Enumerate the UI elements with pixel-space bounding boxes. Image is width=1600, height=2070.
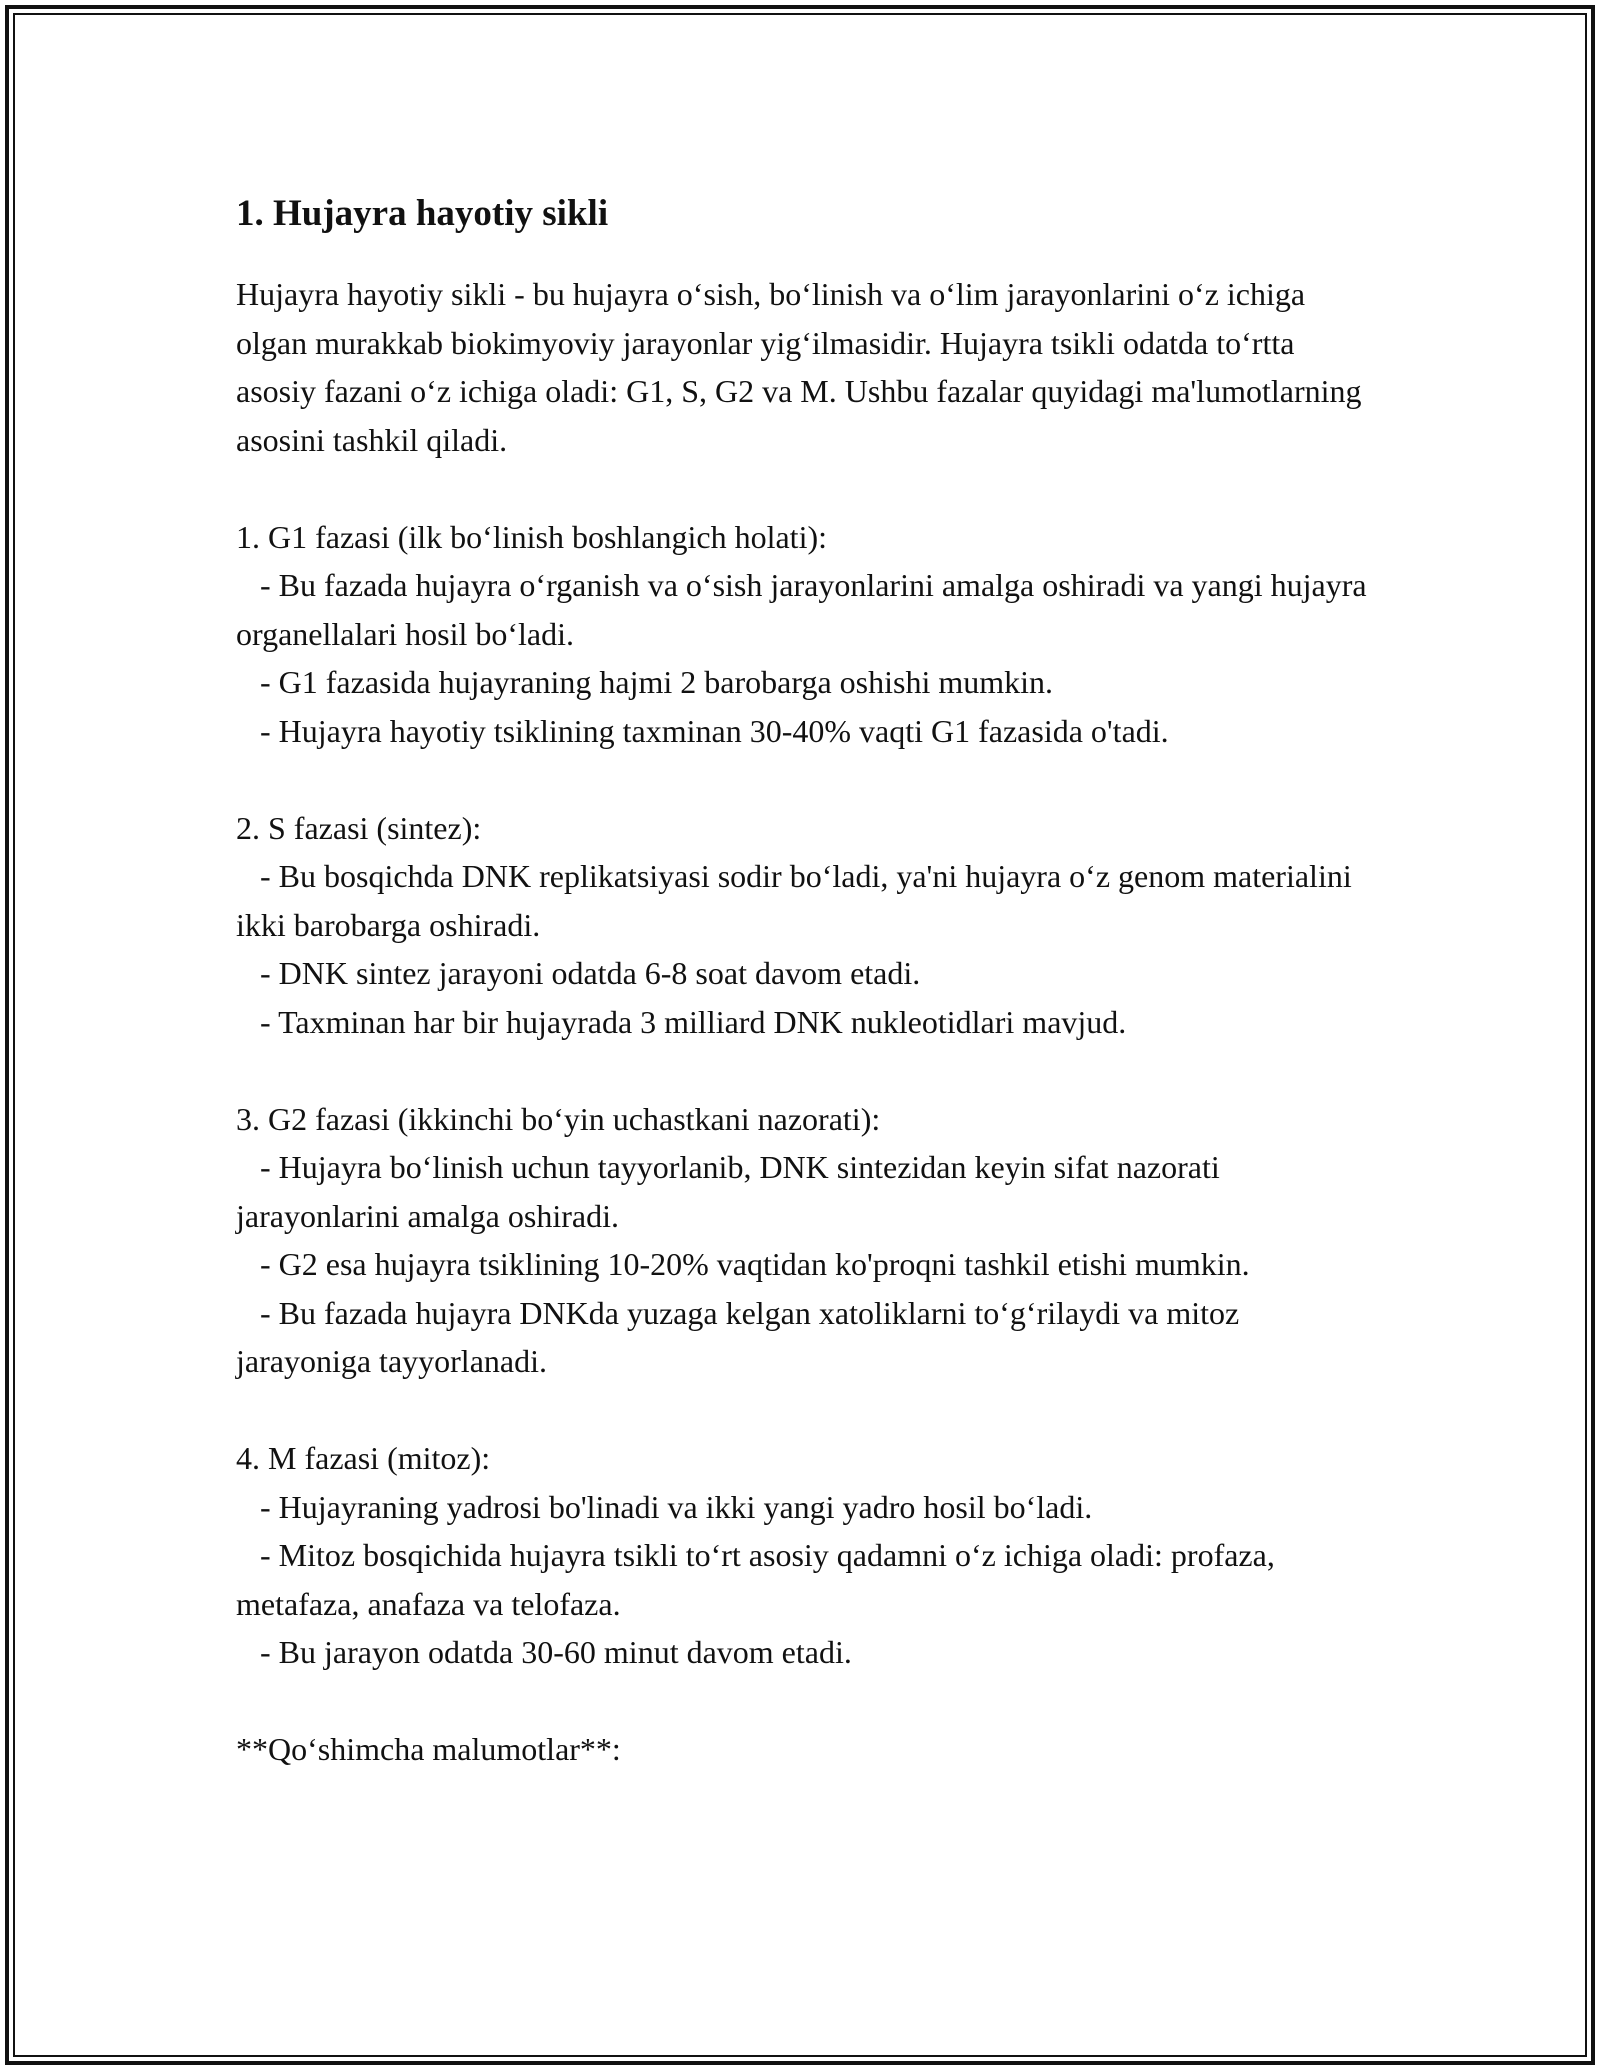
intro-paragraph: Hujayra hayotiy sikli - bu hujayra o‘sish, bo‘linish va o‘lim jarayonlarini o‘z ichiga olgan murakkab biokimyoviy jarayonlar yig‘ilmasidir. Hujayra tsikli odatda to‘rtta asosiy fazani o‘z ichiga oladi: G1, S, G2 va M. Ushbu fazalar quyidagi ma'lumotlarning asosini tashkil qiladi. xyxy=(236,276,1370,458)
section-g2 xyxy=(236,1095,1376,1386)
spacer xyxy=(236,755,1376,804)
list-item: - Taxminan har bir hujayrada 3 milliard DNK nukleotidlari mavjud. xyxy=(236,1003,1127,1040)
spacer xyxy=(236,1386,1376,1435)
section-heading: 2. S fazasi (sintez): xyxy=(236,809,482,846)
list-item: - G1 fazasida hujayraning hajmi 2 barobarga oshishi mumkin. xyxy=(236,664,1053,700)
list-item: - Hujayra bo‘linish uchun tayyorlanib, DNK sintezidan keyin sifat nazorati jarayonlarini amalga oshiradi. xyxy=(236,1149,1228,1234)
list-item: - G2 esa hujayra tsiklining 10-20% vaqtidan ko'proqni tashkil etishi mumkin. xyxy=(236,1246,1250,1282)
document-title: 1. Hujayra hayotiy sikli xyxy=(236,193,609,234)
section-heading: 4. M fazasi (mitoz): xyxy=(236,1440,491,1476)
list-item: - Bu fazada hujayra o‘rganish va o‘sish jarayonlarini amalga oshiradi va yangi hujayra organellalari hosil bo‘ladi. xyxy=(236,567,1375,652)
section-heading: 3. G2 fazasi (ikkinchi bo‘yin uchastkani nazorati): xyxy=(236,1100,881,1137)
spacer xyxy=(236,1677,1376,1726)
list-item: - Hujayra hayotiy tsiklining taxminan 30-40% vaqti G1 fazasida o'tadi. xyxy=(236,712,1169,749)
list-item: - DNK sintez jarayoni odatda 6-8 soat davom etadi. xyxy=(236,955,921,991)
list-item: - Bu bosqichda DNK replikatsiyasi sodir bo‘ladi, ya'ni hujayra o‘z genom materialini ikki barobarga oshiradi. xyxy=(236,858,1360,943)
spacer xyxy=(236,464,1376,513)
section-m xyxy=(236,1434,1376,1677)
section-s xyxy=(236,804,1376,1047)
list-item: - Bu fazada hujayra DNKda yuzaga kelgan xatoliklarni to‘g‘rilaydi va mitoz jarayoniga tayyorlanadi. xyxy=(236,1294,1248,1379)
section-heading: 1. G1 fazasi (ilk bo‘linish boshlangich holati): xyxy=(236,518,827,555)
list-item: - Hujayraning yadrosi bo'linadi va ikki yangi yadro hosil bo‘ladi. xyxy=(236,1488,1093,1525)
footer-note: **Qo‘shimcha malumotlar**: xyxy=(236,1731,621,1767)
list-item: - Mitoz bosqichida hujayra tsikli to‘rt asosiy qadamni o‘z ichiga oladi: profaza, metafaza, anafaza va telofaza. xyxy=(236,1537,1283,1622)
document-body xyxy=(236,182,1376,1774)
spacer xyxy=(236,1046,1376,1095)
section-g1 xyxy=(236,513,1376,756)
list-item: - Bu jarayon odatda 30-60 minut davom etadi. xyxy=(236,1634,852,1670)
